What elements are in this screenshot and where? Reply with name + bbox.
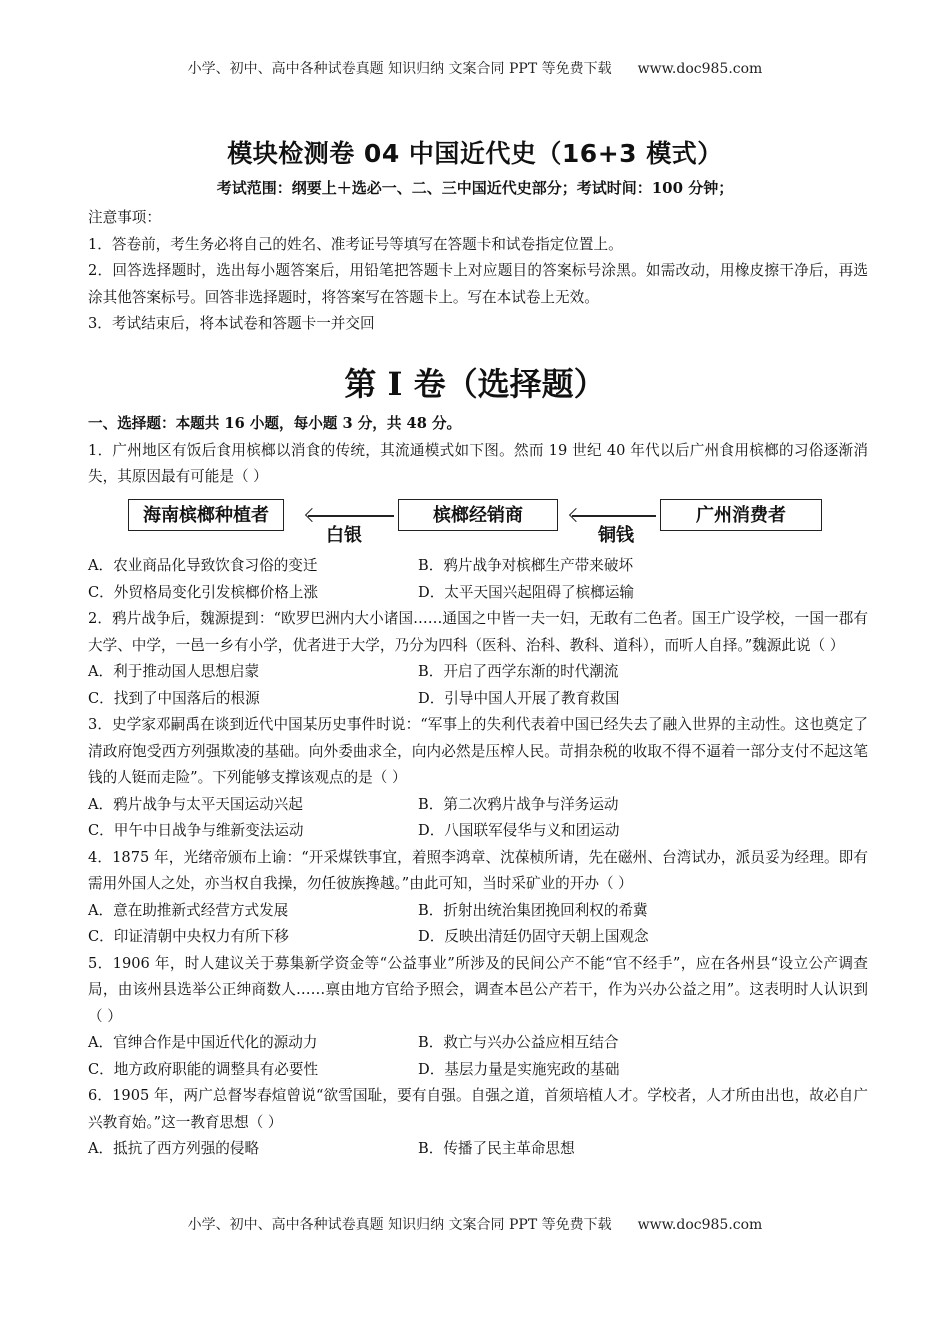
option-b[interactable]: B．救亡与兴办公益应相互结合	[418, 1034, 619, 1051]
option-d[interactable]: D．引导中国人开展了教育救国	[418, 689, 620, 707]
watermark-text: 小学、初中、高中各种试卷真题 知识归纳 文案合同 PPT 等免费下载	[187, 61, 612, 77]
option-a[interactable]: A．官绅合作是中国近代化的源动力	[88, 1034, 318, 1051]
question-stem: 5．1906 年，时人建议关于募集新学资金等“公益事业”所涉及的民间公产不能“官不经手”，应在各州县“设立公产调查局，由该州县选举公正绅商数人……禀由地方官给予照会，调查本邑公产若干，作为兴办公益之用”。这表明时人认识到（ ）	[88, 954, 868, 1025]
option-c[interactable]: C．甲午中日战争与维新变法运动	[88, 822, 304, 839]
watermark-url: www.doc985.com	[637, 61, 763, 77]
question-5	[88, 951, 868, 1084]
notes-heading: 注意事项：	[88, 209, 161, 226]
header-watermark	[0, 58, 950, 78]
question-4	[88, 845, 868, 951]
footer-watermark	[0, 1214, 950, 1234]
option-b[interactable]: B．开启了西学东渐的时代潮流	[418, 663, 619, 680]
watermark-text: 小学、初中、高中各种试卷真题 知识归纳 文案合同 PPT 等免费下载	[187, 1217, 612, 1233]
section-title: 第 I 卷（选择题）	[344, 365, 606, 403]
exam-notes	[88, 205, 868, 338]
option-a[interactable]: A．鸦片战争与太平天国运动兴起	[88, 795, 303, 813]
option-c[interactable]: C．印证清朝中央权力有所下移	[88, 928, 289, 945]
question-stem-1: 1．广州地区有饭后食用槟榔以消食的传统，其流通模式如下图。然而 19 世纪 40 年代以后广州食用槟榔的习俗逐渐消失，其原因最有可能是（ ）	[88, 441, 868, 485]
diagram-box-consumers: 广州消费者	[660, 499, 822, 531]
option-b[interactable]: B．传播了民主革命思想	[418, 1140, 575, 1157]
option-d[interactable]: D．八国联军侵华与义和团运动	[418, 822, 620, 839]
option-a[interactable]: A．利于推动国人思想启蒙	[88, 663, 260, 680]
option-a[interactable]: A．抵抗了西方列强的侵略	[88, 1140, 260, 1157]
option-b[interactable]: B．折射出统治集团挽回利权的希冀	[418, 901, 648, 919]
option-c[interactable]: C．外贸格局变化引发槟榔价格上涨	[88, 583, 319, 601]
question-stem: 3．史学家邓嗣禹在谈到近代中国某历史事件时说：“军事上的失利代表着中国已经失去了融入世界的主动性。这也奠定了清政府饱受西方列强欺凌的基础。向外委曲求全，向内必然是压榨人民。苛捐杂税的收取不得不逼着一部分支付不起这笔钱的人铤而走险”。下列能够支撑该观点的是（ ）	[88, 716, 868, 786]
diagram-box-dealers: 槟榔经销商	[398, 499, 558, 531]
part-heading: 一、选择题：本题共 16 小题，每小题 3 分，共 48 分。	[88, 415, 462, 432]
question-stem: 6．1905 年，两广总督岑春煊曾说“欲雪国耻，要有自强。自强之道，首须培植人才。学校者，人才所由出也，故必自广兴教育始。”这一教育思想（ ）	[88, 1087, 868, 1131]
note-item: 2．回答选择题时，选出每小题答案后，用铅笔把答题卡上对应题目的答案标号涂黑。如需改动，用橡皮擦干净后，再选涂其他答案标号。回答非选择题时，将答案写在答题卡上。写在本试卷上无效。	[88, 262, 868, 306]
question-2	[88, 606, 868, 712]
option-a[interactable]: A．意在助推新式经营方式发展	[88, 901, 289, 919]
option-a[interactable]: A．农业商品化导致饮食习俗的变迁	[88, 557, 318, 574]
betel-nut-flow-diagram	[126, 497, 826, 549]
option-c[interactable]: C．地方政府职能的调整具有必要性	[88, 1060, 319, 1078]
question-stem: 2．鸦片战争后，魏源提到：“欧罗巴洲内大小诸国……通国之中皆一夫一妇，无敢有二色者。国王广设学校，一国一郡有大学、中学，一邑一乡有小学，优者进于大学，乃分为四科（医科、治科、教科、道科），而听人自择。”魏源此说（ ）	[88, 610, 868, 654]
option-d[interactable]: D．太平天国兴起阻碍了槟榔运输	[418, 583, 635, 601]
arrow-label-silver: 白银	[326, 525, 362, 546]
option-d[interactable]: D．反映出清廷仍固守天朝上国观念	[418, 928, 649, 945]
exam-scope: 考试范围：纲要上＋选必一、二、三中国近代史部分；考试时间：100 分钟；	[216, 179, 734, 197]
arrow-left-icon	[308, 515, 394, 517]
questions-list	[88, 553, 868, 1163]
option-b[interactable]: B．鸦片战争对槟榔生产带来破坏	[418, 557, 634, 574]
question-1-options	[88, 553, 868, 606]
question-6	[88, 1083, 868, 1163]
arrow-label-copper: 铜钱	[598, 525, 634, 546]
arrow-left-icon	[572, 515, 656, 517]
question-3	[88, 712, 868, 845]
question-stem: 4．1875 年，光绪帝颁布上谕：“开采煤铁事宜，着照李鸿章、沈葆桢所请，先在磁州、台湾试办，派员妥为经理。即有需用外国人之处，亦当权自我操，勿任彼族搀越。”由此可知，当时采矿业的开办（ ）	[88, 848, 868, 892]
option-b[interactable]: B．第二次鸦片战争与洋务运动	[418, 795, 619, 813]
questions-intro	[88, 411, 868, 491]
option-c[interactable]: C．找到了中国落后的根源	[88, 689, 260, 707]
diagram-box-growers: 海南槟榔种植者	[128, 499, 284, 531]
option-d[interactable]: D．基层力量是实施宪政的基础	[418, 1060, 620, 1078]
page-title: 模块检测卷 04 中国近代史（16+3 模式）	[227, 139, 723, 168]
watermark-url: www.doc985.com	[637, 1217, 763, 1233]
note-item: 3．考试结束后，将本试卷和答题卡一并交回	[88, 315, 375, 332]
note-item: 1．答卷前，考生务必将自己的姓名、准考证号等填写在答题卡和试卷指定位置上。	[88, 235, 623, 253]
